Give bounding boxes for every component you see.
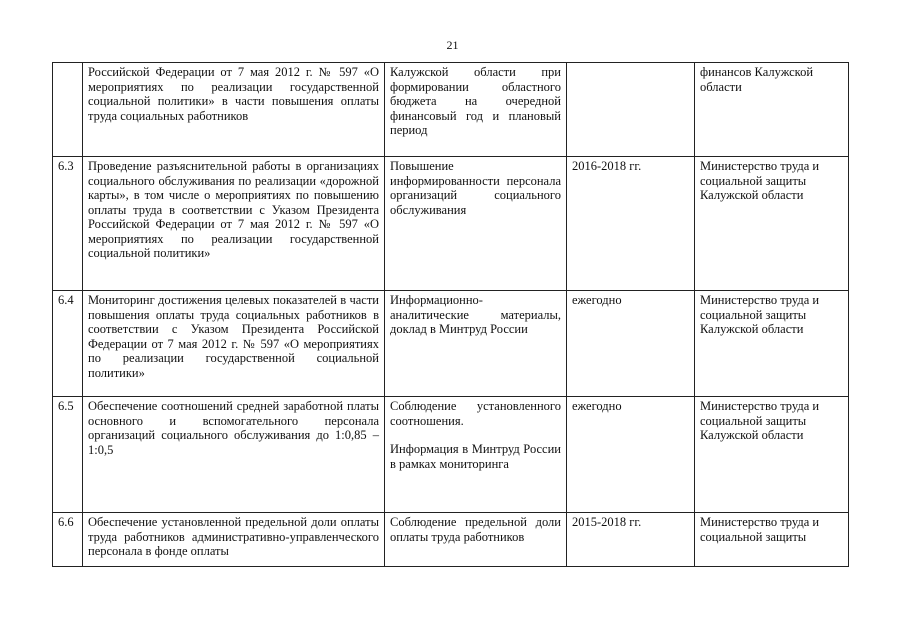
measure-result — [385, 291, 567, 397]
row-number — [53, 63, 83, 157]
measure-term: ежегодно — [567, 397, 695, 513]
row-number: 6.4 — [53, 291, 83, 397]
measure-responsible: Министерство труда и социальной защиты Калужской области — [695, 291, 849, 397]
table-row — [53, 291, 849, 397]
measure-result — [385, 397, 567, 513]
measure-term: 2016-2018 гг. — [567, 157, 695, 291]
result-extra-text: Информация в Минтруд России в рамках мониторинга — [390, 442, 561, 471]
measure-description: Российской Федерации от 7 мая 2012 г. № 597 «О мероприятиях по реализации государственной социальной политики» в части повышения оплаты труда социальных работников — [83, 63, 385, 157]
row-number: 6.6 — [53, 513, 83, 567]
table-row — [53, 157, 849, 291]
measure-result — [385, 157, 567, 291]
page-number: 21 — [446, 38, 459, 52]
measure-term: 2015-2018 гг. — [567, 513, 695, 567]
row-number: 6.3 — [53, 157, 83, 291]
measure-responsible: Министерство труда и социальной защиты Калужской области — [695, 157, 849, 291]
measure-responsible: Министерство труда и социальной защиты — [695, 513, 849, 567]
measure-result — [385, 513, 567, 567]
measure-description: Обеспечение соотношений средней заработной платы основного и вспомогательного персонала организаций социального обслуживания до 1:0,85 – 1:0,5 — [83, 397, 385, 513]
result-text: Повышение информированности персонала организаций социального обслуживания — [390, 159, 561, 217]
result-text: Соблюдение установленного соотношения. — [390, 399, 561, 428]
result-text: Калужской области при формировании областного бюджета на очередной финансовый год и плановый период — [390, 65, 561, 137]
measure-result — [385, 63, 567, 157]
table-row — [53, 513, 849, 567]
measure-description: Обеспечение установленной предельной доли оплаты труда работников административно-управленческого персонала в фонде оплаты — [83, 513, 385, 567]
measure-term — [567, 63, 695, 157]
measure-responsible: финансов Калужской области — [695, 63, 849, 157]
measure-term: ежегодно — [567, 291, 695, 397]
measure-description: Мониторинг достижения целевых показателей в части повышения оплаты труда социальных работников в соответствии с Указом Президента Российской Федерации от 7 мая 2012 г. № 597 «О мероприятиях по реализации государственной социальной политики» — [83, 291, 385, 397]
measure-description: Проведение разъяснительной работы в организациях социального обслуживания по реализации «дорожной карты», в том числе о мероприятиях по повышению оплаты труда в соответствии с Указом Президента Российской Федерации от 7 мая 2012 г. № 597 «О мероприятиях по реализации государственной социальной политики» — [83, 157, 385, 291]
result-text: Информационно-аналитические материалы, доклад в Минтруд России — [390, 293, 561, 336]
row-number: 6.5 — [53, 397, 83, 513]
measures-table — [52, 62, 849, 567]
result-text: Соблюдение предельной доли оплаты труда работников — [390, 515, 561, 544]
table-row — [53, 397, 849, 513]
measure-responsible: Министерство труда и социальной защиты Калужской области — [695, 397, 849, 513]
table-row — [53, 63, 849, 157]
